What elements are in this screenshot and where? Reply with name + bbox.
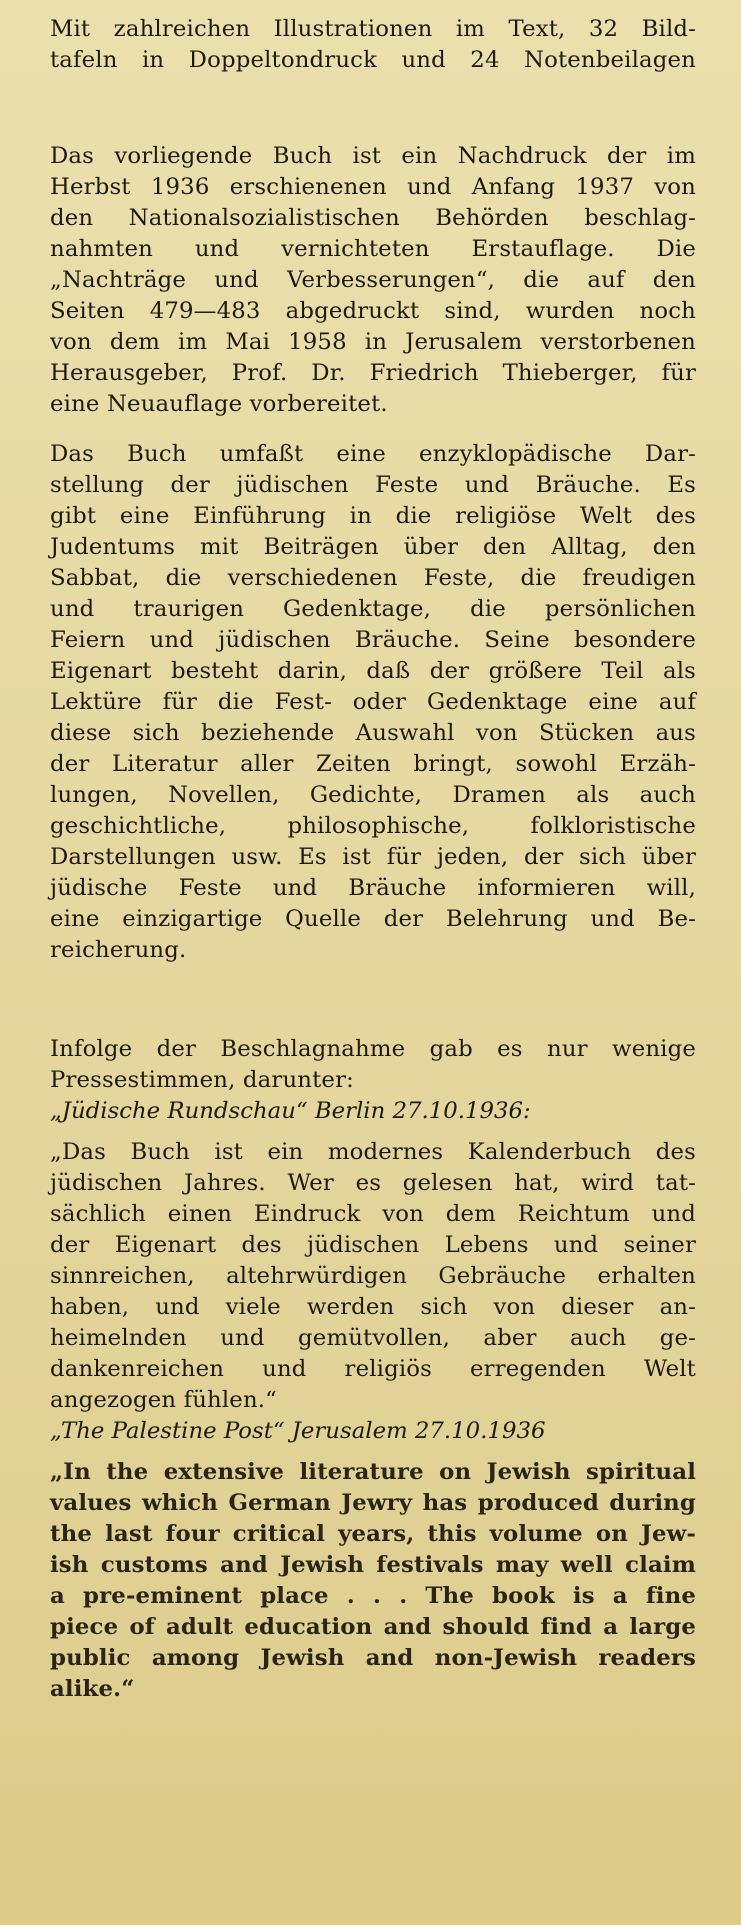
press-quote-palestine-post [50,1457,696,1705]
text-line: ish customs and Jewish festivals may well claim [50,1552,696,1578]
text-line: eine Neuauflage vorbereitet. [50,391,388,417]
text-line: von dem im Mai 1958 in Jerusalem verstorbenen [50,329,696,355]
text-line: lungen, Novellen, Gedichte, Dramen als auch [50,782,696,808]
text-line: Herausgeber, Prof. Dr. Friedrich Thieberger, für [50,360,696,386]
press-source-juedische-rundschau: „Jüdische Rundschau“ Berlin 27.10.1936: [50,1098,531,1124]
text-line: Mit zahlreichen Illustrationen im Text, 32 Bild- [50,16,696,42]
text-line: tafeln in Doppeltondruck und 24 Notenbeilagen [50,47,696,73]
text-line: heimelnden und gemütvollen, aber auch ge- [50,1325,696,1351]
text-line: sinnreichen, altehrwürdigen Gebräuche erhalten [50,1263,696,1289]
text-line: Pressestimmen, darunter: [50,1067,354,1093]
text-line: jüdischen Jahres. Wer es gelesen hat, wird tat- [50,1170,696,1196]
text-line: „Das Buch ist ein modernes Kalenderbuch des [50,1139,696,1165]
text-line: jüdische Feste und Bräuche informieren will, [50,875,696,901]
reprint-note-paragraph [50,141,696,420]
text-line: haben, und viele werden sich von dieser an- [50,1294,696,1320]
text-line: piece of adult education and should find a large [50,1614,696,1640]
book-jacket-text [50,14,696,1705]
text-line: the last four critical years, this volume on Jew- [50,1521,696,1547]
press-quote-juedische-rundschau [50,1137,696,1416]
text-line: der Eigenart des jüdischen Lebens und seiner [50,1232,696,1258]
text-line: Herbst 1936 erschienenen und Anfang 1937 von [50,174,696,200]
press-source-palestine-post: „The Palestine Post“ Jerusalem 27.10.1936 [50,1418,546,1444]
text-line: sächlich einen Eindruck von dem Reichtum und [50,1201,696,1227]
text-line: eine einzigartige Quelle der Belehrung und Be- [50,906,696,932]
text-line: reicherung. [50,937,187,963]
text-line: values which German Jewry has produced during [50,1490,696,1516]
text-line: Das vorliegende Buch ist ein Nachdruck der im [50,143,696,169]
text-line: und traurigen Gedenktage, die persönlichen [50,596,696,622]
text-line: geschichtliche, philosophische, folkloristische [50,813,696,839]
text-line: den Nationalsozialistischen Behörden beschlag- [50,205,696,231]
text-line: Das Buch umfaßt eine enzyklopädische Dar- [50,441,696,467]
press-intro-paragraph [50,1034,696,1096]
text-line: nahmten und vernichteten Erstauflage. Die [50,236,696,262]
text-line: stellung der jüdischen Feste und Bräuche. Es [50,472,696,498]
text-line: Sabbat, die verschiedenen Feste, die freudigen [50,565,696,591]
text-line: alike.“ [50,1676,135,1702]
text-line: Darstellungen usw. Es ist für jeden, der sich über [50,844,696,870]
text-line: „In the extensive literature on Jewish spiritual [50,1459,696,1485]
text-line: a pre-eminent place . . . The book is a fine [50,1583,696,1609]
text-line: Lektüre für die Fest- oder Gedenktage eine auf [50,689,696,715]
intro-paragraph [50,14,696,76]
text-line: angezogen fühlen.“ [50,1387,277,1413]
text-line: „Nachträge und Verbesserungen“, die auf den [50,267,696,293]
text-line: diese sich beziehende Auswahl von Stücken aus [50,720,696,746]
text-line: der Literatur aller Zeiten bringt, sowohl Erzäh- [50,751,696,777]
text-line: gibt eine Einführung in die religiöse Welt des [50,503,696,529]
text-line: Judentums mit Beiträgen über den Alltag, den [50,534,696,560]
text-line: public among Jewish and non-Jewish readers [50,1645,696,1671]
text-line: dankenreichen und religiös erregenden Welt [50,1356,696,1382]
text-line: Feiern und jüdischen Bräuche. Seine besondere [50,627,696,653]
text-line: Infolge der Beschlagnahme gab es nur wenige [50,1036,696,1062]
description-paragraph [50,439,696,966]
text-line: Eigenart besteht darin, daß der größere Teil als [50,658,696,684]
text-line: Seiten 479—483 abgedruckt sind, wurden noch [50,298,696,324]
